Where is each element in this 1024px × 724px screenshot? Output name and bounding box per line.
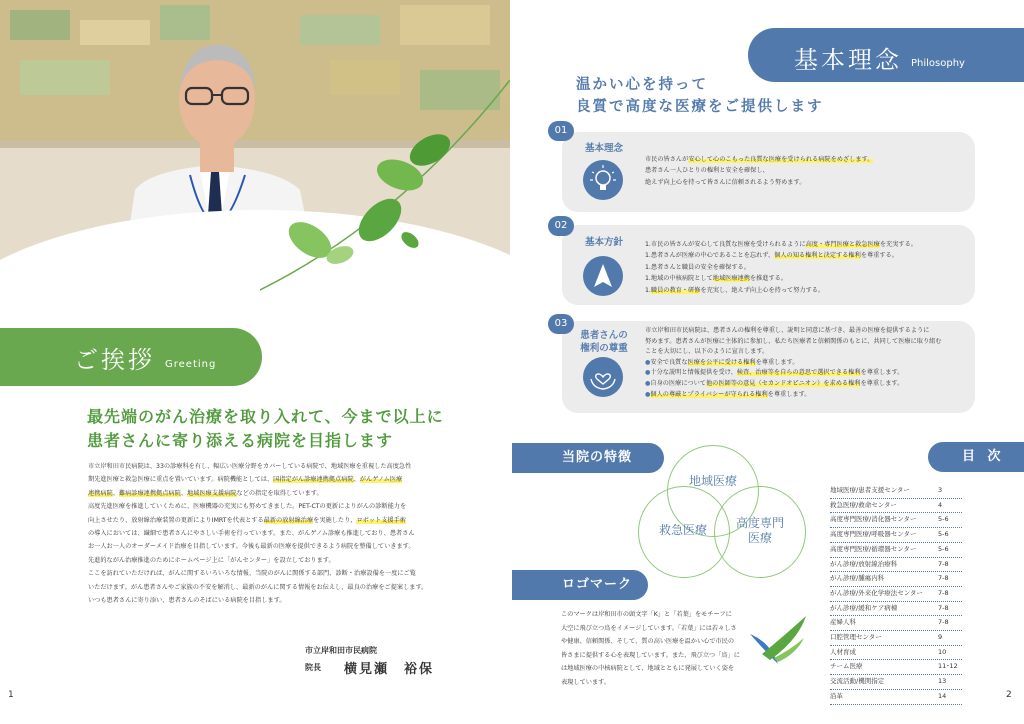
greeting-line: いつも患者さんに寄り添い、患者さんのそばにいる病院を目指します。 — [88, 597, 286, 605]
lightbulb-icon — [583, 160, 623, 200]
toc-item[interactable] — [830, 513, 962, 528]
toc-item-page: 5-6 — [938, 515, 949, 524]
toc-item-page: 10 — [938, 647, 947, 656]
page-number-left: 1 — [8, 690, 14, 700]
logo-line: 表現しています。 — [561, 678, 611, 686]
greeting-headline-line-1: 最先端のがん治療を取り入れて、今まで以上に — [87, 407, 444, 426]
card-text: を尊重する。 — [860, 252, 898, 260]
toc-item-page: 13 — [938, 677, 947, 686]
toc-item[interactable] — [830, 528, 962, 543]
card-text: 市民の皆さんが — [645, 156, 689, 163]
logo-line: や健康、信頼関係、そして、質の高い医療を温かい心で市民の — [561, 638, 735, 646]
hospital-logo-icon — [748, 614, 808, 666]
leaf-decoration-icon — [260, 40, 510, 300]
bullet-icon: ● — [645, 369, 651, 377]
toc-item-label: 産婦人科 — [830, 618, 856, 627]
card-1-number: 01 — [548, 121, 574, 141]
card-3-title-line-2: 権利の尊重 — [580, 343, 628, 354]
card-highlight: 個人の知る権利と決定する権利 — [774, 252, 861, 260]
card-highlight: 高度・専門医療と救急医療 — [805, 241, 880, 248]
card-text: を尊重します。 — [755, 358, 799, 366]
card-3-title-line-1: 患者さんの — [580, 330, 628, 341]
toc-item[interactable] — [830, 587, 962, 602]
toc-item[interactable] — [830, 660, 962, 675]
card-highlight: 職員の教育・研修 — [650, 286, 701, 294]
logo-line: 皆さまに提供する心を表現しています。また、飛び立つ「鳥」に — [561, 651, 740, 659]
card-text: 1.地域の中核病院として — [645, 275, 713, 283]
card-2-title: 基本方針 — [584, 237, 623, 248]
toc-item-label: がん診療/緩和ケア病棟 — [830, 603, 898, 612]
card-3-text — [645, 326, 970, 400]
card-2-text — [645, 239, 965, 296]
greeting-headline — [87, 405, 507, 453]
greeting-text: 期先進医療と救急医療に重点を置いています。病院機能としては、 — [88, 476, 274, 484]
toc-item-label: 高度専門医療/呼吸器センター — [830, 530, 917, 539]
toc-item-page: 7-8 — [938, 618, 949, 627]
toc-item-label: がん診療/外来化学療法センター — [830, 588, 923, 597]
greeting-highlight: 地域医療支援病院 — [187, 489, 237, 497]
greeting-body — [88, 460, 498, 607]
card-highlight: 地域医療連携 — [712, 275, 750, 283]
card-text: を尊重します。 — [860, 369, 904, 377]
toc-item-page: 4 — [938, 500, 943, 509]
toc-item-label: 救急医療/救命センター — [830, 500, 897, 509]
toc-item[interactable] — [830, 616, 962, 631]
card-line: 患者さん一人ひとりの権利と安全を確保し、 — [645, 167, 769, 175]
card-text: 1. — [645, 286, 651, 294]
greeting-text: 、 — [112, 489, 119, 497]
greeting-text: などの指定を取得しています。 — [236, 489, 323, 497]
greeting-title-en: Greeting — [165, 359, 217, 370]
card-highlight: 個人の尊厳とプライバシーが守られる権利 — [650, 390, 768, 398]
card-1-title: 基本理念 — [584, 143, 623, 154]
card-line: 市立岸和田市民病院は、患者さんの権利を尊重し、説明と同意に基づき、最善の医療を提供するように — [645, 327, 930, 334]
card-2-number: 02 — [548, 216, 574, 236]
card-text: を尊重します。 — [767, 390, 811, 398]
card-text: を尊重します。 — [860, 379, 904, 387]
venn-label-right — [727, 516, 793, 546]
logo-line: は地域医療の中核病院として、地域とともに発展していく姿を — [561, 665, 735, 673]
card-line: 1.患者さんと職員の安全を確保する。 — [645, 263, 750, 271]
bullet-icon: ● — [645, 379, 651, 387]
toc-item-label: 沿革 — [830, 691, 843, 700]
toc-item[interactable] — [830, 602, 962, 617]
card-text: 自身の医療について — [650, 379, 706, 387]
card-highlight: 安心して心のこもった良質な医療を受けられる病院をめざします。 — [688, 156, 874, 163]
philosophy-subtitle-line-2: 良質で高度な医療をご提供します — [576, 99, 824, 115]
caring-hands-icon — [583, 357, 623, 397]
logo-line: このマークは岸和田市の頭文字「K」と「若葉」をモチーフに — [561, 611, 732, 618]
toc-item-page: 14 — [938, 691, 947, 700]
venn-label-top: 地域医療 — [688, 474, 737, 488]
bullet-icon: ● — [645, 390, 651, 398]
card-text: 安全で良質な — [650, 358, 688, 366]
card-1-text — [645, 154, 965, 188]
toc-item-page: 7-8 — [938, 574, 949, 583]
card-3-title — [570, 329, 638, 355]
greeting-headline-line-2: 患者さんに寄り添える病院を目指します — [87, 431, 394, 450]
toc-banner: 目 次 — [928, 442, 1024, 472]
signature-org: 市立岸和田市民病院 — [305, 646, 377, 655]
philosophy-subtitle — [576, 74, 824, 118]
toc-item[interactable] — [830, 646, 962, 661]
page-number-right: 2 — [1006, 690, 1012, 700]
greeting-highlight: 難病診療連携拠点病院 — [118, 489, 181, 497]
philosophy-subtitle-line-1: 温かい心を持って — [576, 77, 708, 93]
greeting-line: 高度先進医療を推進していくために、医療機器の充実にも努めてきました。PET-CTの更新によりがんの診断能力を — [88, 503, 407, 511]
greeting-highlight: 連携病院 — [88, 489, 113, 497]
toc-item-page: 7-8 — [938, 588, 949, 597]
venn-label-right-line-2: 医療 — [747, 531, 772, 545]
toc-list — [830, 484, 962, 705]
card-1-icon-bg — [583, 160, 623, 200]
card-2-icon-bg — [583, 256, 623, 296]
card-3-number: 03 — [548, 314, 574, 334]
card-text: 1.市民の皆さんが安心して良質な医療を受けられるように — [645, 241, 806, 248]
philosophy-title-en: Philosophy — [911, 58, 965, 69]
toc-item[interactable] — [830, 631, 962, 646]
toc-item-label: 高度専門医療/消化器センター — [830, 515, 917, 524]
navigation-arrow-icon — [583, 256, 623, 296]
greeting-highlight: がんゲノム医療 — [359, 476, 403, 484]
card-line: 努めます。患者さんが医療に主体的に参加し、私たち医療者と信頼関係のもとに、共同して医療に取り組む — [645, 337, 942, 345]
toc-item-label: がん診療/放射線治療科 — [830, 559, 898, 568]
toc-item-page: 3 — [938, 486, 943, 494]
greeting-line: 先進的ながん治療推進のためにホームページ上に「がんセンター」を設立しております。 — [88, 556, 335, 564]
card-text: 1.患者さんが医療の中心であることを忘れず、 — [645, 252, 775, 260]
greeting-title: ご挨拶 — [74, 346, 155, 374]
greeting-line: いただけます。がん患者さんやご家族の不安を解消し、最新のがんに関する情報をお伝えし、最良の治療をご提案します。 — [88, 583, 428, 591]
card-3-icon-bg — [583, 357, 623, 397]
card-text: を充実し、絶えず向上心を持って努力する。 — [700, 286, 825, 294]
greeting-text: を実施したり、 — [313, 516, 357, 524]
greeting-highlight: 国指定がん診療連携拠点病院 — [273, 476, 354, 484]
logo-line: 大空に飛び立つ鳥をイメージしています。「若葉」には若々しさ — [561, 624, 737, 632]
greeting-line: お一人お一人のオーダーメイド治療を目指しています。今後も最新の医療を提供できるよう病院を整備していきます。 — [88, 543, 415, 551]
greeting-line: の導入においては、繊細で患者さんにやさしい手術を行っています。また、がんゲノム診療も推進しており、患者さん — [88, 530, 415, 538]
toc-item-label: 高度専門医療/循環器センター — [830, 544, 917, 553]
logo-description — [561, 608, 776, 690]
toc-item-page: 11･12 — [938, 662, 958, 671]
toc-item-label: 人材育成 — [830, 647, 856, 656]
card-text: を推進する。 — [749, 275, 788, 283]
toc-item-label: 口腔管理センター — [830, 633, 882, 642]
toc-item[interactable] — [830, 499, 962, 514]
toc-item-label: がん診療/腫瘍内科 — [830, 574, 885, 583]
greeting-highlight: ロボット支援手術 — [356, 516, 406, 524]
toc-item-page: 5-6 — [938, 530, 949, 539]
philosophy-title: 基本理念 — [794, 46, 902, 74]
signature-name: 横見瀬 裕保 — [344, 662, 435, 677]
toc-item-page: 7-8 — [938, 559, 949, 568]
toc-item[interactable] — [830, 558, 962, 573]
greeting-text: 向上させたり、放射線治療装置の更新によりIMRTを代表とする — [88, 516, 264, 524]
card-highlight: 他の医師等の意見（セカンドオピニオン）を求める権利 — [705, 379, 861, 387]
toc-item[interactable] — [830, 572, 962, 587]
card-highlight: 医療を公平に受ける権利 — [687, 358, 756, 366]
card-text: 十分な説明と情報提供を受け、 — [650, 369, 737, 377]
toc-item[interactable] — [830, 543, 962, 558]
venn-label-left: 救急医療 — [658, 523, 707, 537]
greeting-line: ここを訪れていただければ、がんに関するいろいろな情報、当院のがんに関係する部門、診断・治療設備を一度にご覧 — [88, 570, 416, 578]
toc-item-page: 5-6 — [938, 544, 949, 553]
card-line: ことを大切にし、以下のように宣言します。 — [645, 348, 769, 356]
toc-item-label: 地域医療/患者支援センター — [830, 486, 910, 494]
greeting-text: 、 — [353, 476, 360, 484]
features-banner: 当院の特徴 — [512, 443, 664, 473]
greeting-line: 市立岸和田市民病院は、33の診療科を有し、幅広い医療分野をカバーしている病院で、地域医療を重視した高度急性 — [88, 463, 412, 470]
card-text: を充実する。 — [879, 241, 917, 248]
toc-item-label: 交流活動/機関指定 — [830, 677, 885, 686]
venn-label-right-line-1: 高度専門 — [735, 516, 784, 530]
toc-item-page: 7-8 — [938, 603, 949, 612]
toc-item[interactable] — [830, 484, 962, 499]
toc-item-label: チーム医療 — [830, 662, 863, 671]
toc-item[interactable] — [830, 690, 962, 705]
card-line: 絶えず向上心を持って皆さんに信頼されるよう努めます。 — [645, 178, 806, 186]
greeting-banner — [0, 328, 262, 386]
greeting-highlight: 最新の放射線治療 — [263, 516, 314, 524]
card-highlight: 検査、治療等を自らの意思で選択できる権利 — [736, 369, 861, 377]
toc-item[interactable] — [830, 675, 962, 690]
toc-item-page: 9 — [938, 633, 943, 642]
signature-role: 院長 — [305, 663, 321, 672]
bullet-icon: ● — [645, 358, 651, 366]
logo-banner: ロゴマーク — [512, 570, 648, 600]
greeting-text: 、 — [180, 489, 187, 497]
